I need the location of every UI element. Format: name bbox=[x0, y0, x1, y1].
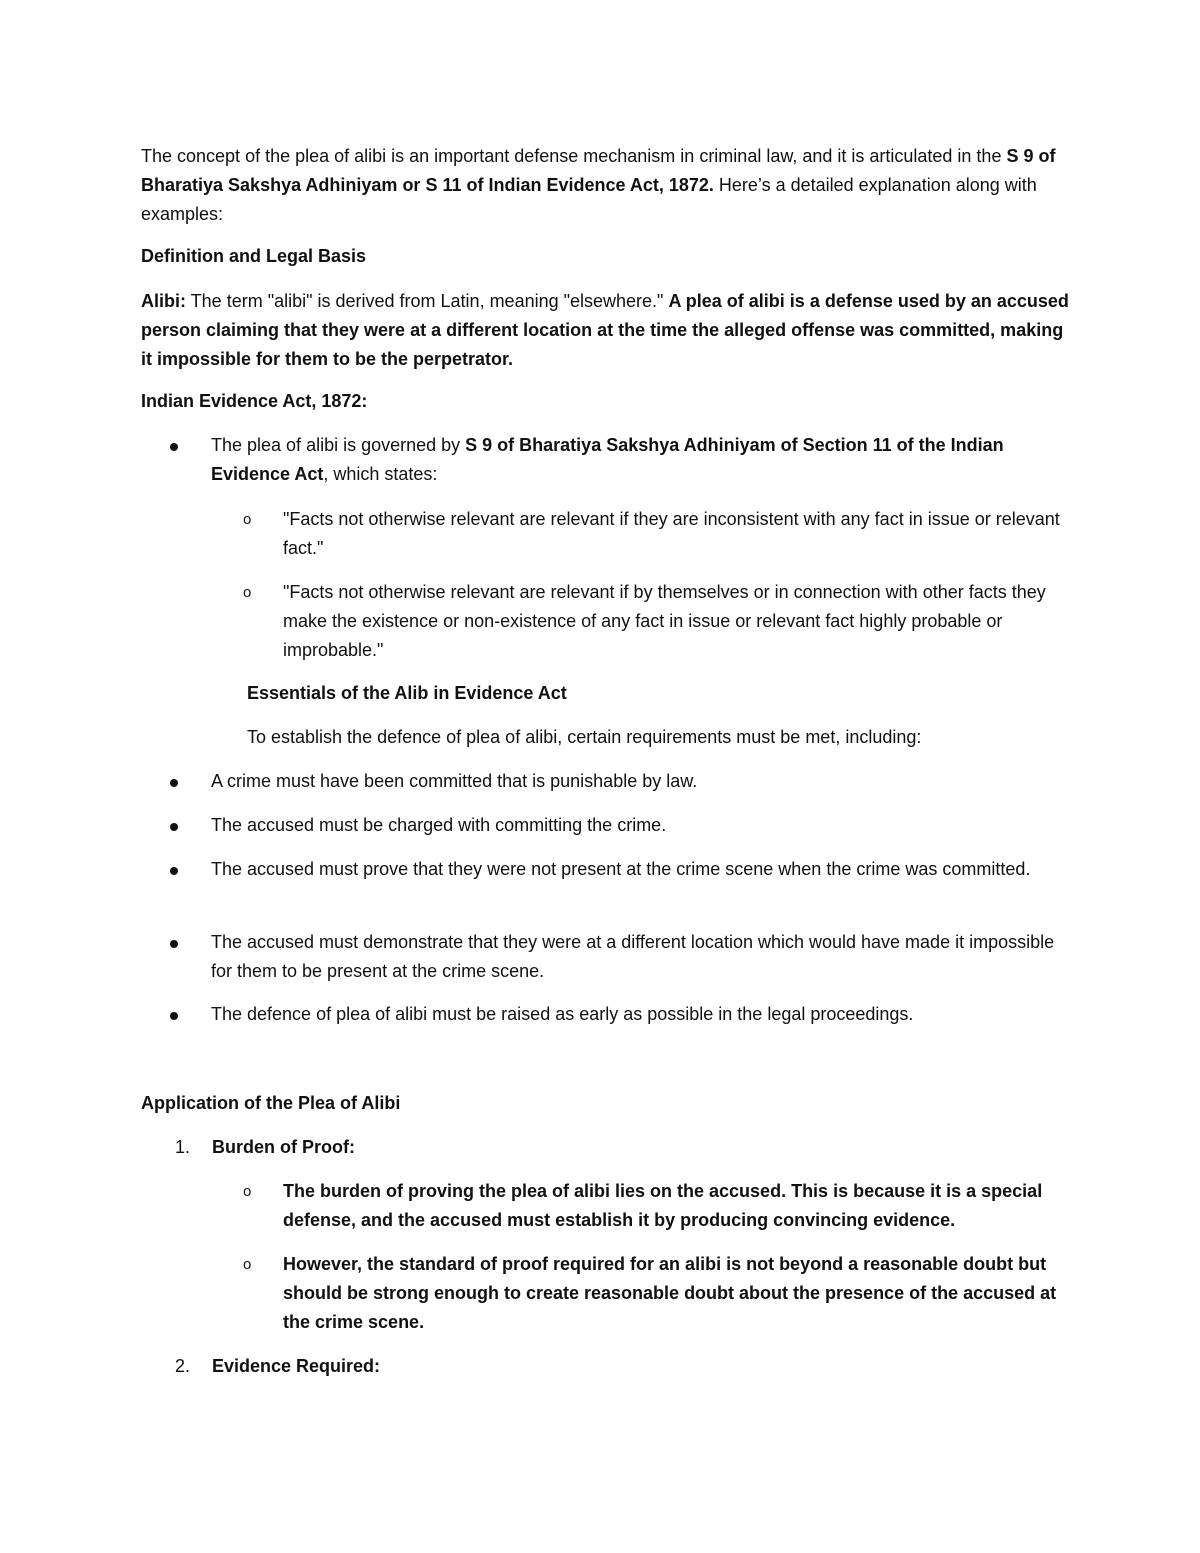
quote-text: "Facts not otherwise relevant are relevant if by themselves or in connection with other facts they make the existence or non-existence of any fact in issue or relevant fact highly probable or improbable." bbox=[283, 582, 1046, 660]
heading-indian-evidence-act: Indian Evidence Act, 1872: bbox=[141, 391, 368, 411]
list-item-text: The defence of plea of alibi must be raised as early as possible in the legal proceedings. bbox=[211, 1004, 914, 1024]
list-number: 2. bbox=[175, 1356, 191, 1376]
list-item-text: The accused must prove that they were not present at the crime scene when the crime was committed. bbox=[211, 859, 1031, 879]
quote-text: "Facts not otherwise relevant are relevant if they are inconsistent with any fact in issue or relevant fact." bbox=[283, 509, 1060, 558]
alibi-definition-paragraph: Alibi: The term "alibi" is derived from Latin, meaning "elsewhere." A plea of alibi is a defense used by an accused person claiming that they were at a different location at the time the alleged offense was committed, making it impossible for them to be the perpetrator. bbox=[141, 291, 1069, 369]
numbered-item-title: Burden of Proof: bbox=[212, 1137, 355, 1157]
bullet-icon bbox=[170, 431, 190, 460]
bullet-icon bbox=[170, 1000, 190, 1029]
numbered-item-title: Evidence Required: bbox=[212, 1356, 381, 1376]
list-item-text: A crime must have been committed that is punishable by law. bbox=[211, 771, 698, 791]
heading-application: Application of the Plea of Alibi bbox=[141, 1093, 401, 1113]
list-item-text: The plea of alibi is governed by S 9 of Bharatiya Sakshya Adhiniyam of Section 11 of the Indian Evidence Act, which states: bbox=[211, 435, 1004, 484]
heading-definition: Definition and Legal Basis bbox=[141, 246, 367, 266]
list-number: 1. bbox=[175, 1137, 191, 1157]
essentials-intro: To establish the defence of plea of alibi, certain requirements must be met, including: bbox=[247, 727, 922, 747]
sub-list-text: However, the standard of proof required for an alibi is not beyond a reasonable doubt but should be strong enough to create reasonable doubt about the presence of the accused at the crime scene. bbox=[283, 1254, 1057, 1332]
bullet-icon bbox=[170, 811, 190, 840]
sub-list-text: The burden of proving the plea of alibi lies on the accused. This is because it is a special defense, and the accused must establish it by producing convincing evidence. bbox=[283, 1181, 1043, 1230]
heading-essentials: Essentials of the Alib in Evidence Act bbox=[247, 683, 567, 703]
circle-bullet-icon: o bbox=[243, 584, 252, 601]
circle-bullet-icon: o bbox=[243, 511, 252, 528]
bullet-icon bbox=[170, 855, 190, 884]
list-item-text: The accused must be charged with committing the crime. bbox=[211, 815, 667, 835]
bullet-icon bbox=[170, 928, 190, 957]
bullet-icon bbox=[170, 767, 190, 796]
circle-bullet-icon: o bbox=[243, 1183, 252, 1200]
circle-bullet-icon: o bbox=[243, 1256, 252, 1273]
list-item-text: The accused must demonstrate that they were at a different location which would have made it impossible for them to be present at the crime scene. bbox=[211, 932, 1055, 981]
intro-paragraph: The concept of the plea of alibi is an important defense mechanism in criminal law, and it is articulated in the S 9 of Bharatiya Sakshya Adhiniyam or S 11 of Indian Evidence Act, 1872. Here’s a detailed explanation along with examples: bbox=[141, 146, 1056, 224]
